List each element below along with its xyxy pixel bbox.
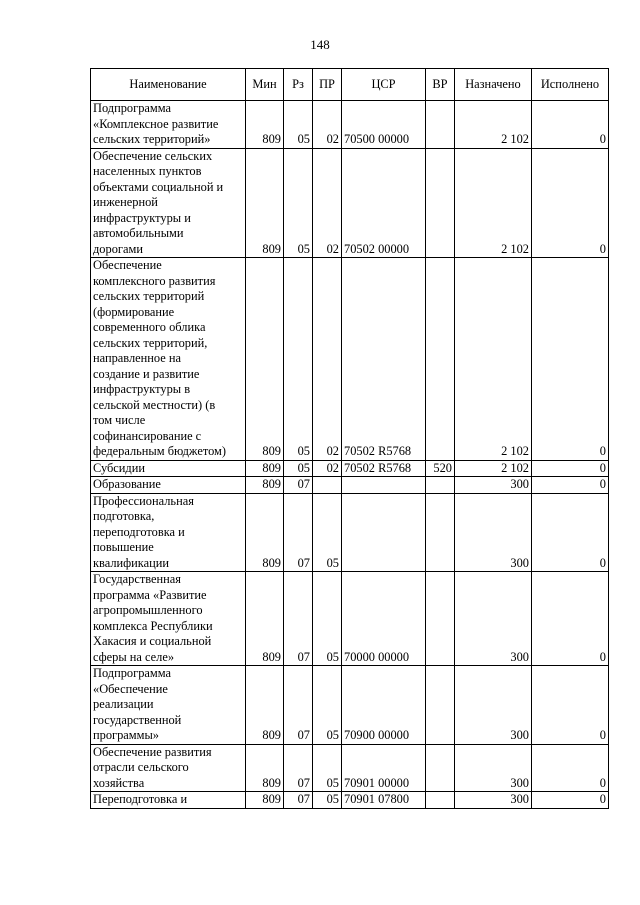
cell-pr: 02: [313, 148, 342, 258]
cell-min: 809: [246, 460, 284, 477]
table-row: [91, 493, 609, 572]
cell-executed: 0: [532, 101, 609, 149]
cell-executed: 0: [532, 792, 609, 809]
cell-vr: [426, 101, 455, 149]
cell-pr: 05: [313, 493, 342, 572]
table-row: [91, 258, 609, 461]
cell-pr: 02: [313, 460, 342, 477]
cell-csr: 70000 00000: [342, 572, 426, 666]
cell-rz: 07: [284, 477, 313, 494]
table-row: [91, 666, 609, 745]
col-header-vr: ВР: [426, 69, 455, 101]
cell-csr: 70502 R5768: [342, 258, 426, 461]
cell-vr: [426, 493, 455, 572]
cell-rz: 05: [284, 258, 313, 461]
cell-min: 809: [246, 493, 284, 572]
table-row: [91, 572, 609, 666]
cell-pr: 02: [313, 258, 342, 461]
cell-executed: 0: [532, 744, 609, 792]
cell-vr: [426, 148, 455, 258]
table-row: [91, 101, 609, 149]
col-header-name: Наименование: [91, 69, 246, 101]
cell-vr: [426, 572, 455, 666]
cell-name: Профессиональная подготовка, переподготовка и повышение квалификации: [91, 493, 246, 572]
cell-name: Переподготовка и: [91, 792, 246, 809]
cell-rz: 07: [284, 572, 313, 666]
cell-rz: 07: [284, 493, 313, 572]
cell-vr: [426, 744, 455, 792]
col-header-csr: ЦСР: [342, 69, 426, 101]
cell-name: Образование: [91, 477, 246, 494]
table-row: [91, 477, 609, 494]
cell-name: Государственная программа «Развитие агропромышленного комплекса Республики Хакасия и социальной сферы на селе»: [91, 572, 246, 666]
cell-csr: 70901 07800: [342, 792, 426, 809]
cell-assigned: 300: [455, 493, 532, 572]
cell-csr: 70500 00000: [342, 101, 426, 149]
cell-min: 809: [246, 101, 284, 149]
cell-executed: 0: [532, 572, 609, 666]
table-row: [91, 148, 609, 258]
cell-assigned: 2 102: [455, 148, 532, 258]
cell-rz: 05: [284, 460, 313, 477]
page-number: 148: [310, 37, 330, 52]
cell-assigned: 300: [455, 744, 532, 792]
cell-executed: 0: [532, 148, 609, 258]
cell-name: Обеспечение развития отрасли сельского хозяйства: [91, 744, 246, 792]
header-row: [91, 69, 609, 101]
cell-csr: 70502 00000: [342, 148, 426, 258]
cell-vr: 520: [426, 460, 455, 477]
cell-min: 809: [246, 666, 284, 745]
cell-vr: [426, 477, 455, 494]
cell-csr: [342, 477, 426, 494]
cell-rz: 05: [284, 101, 313, 149]
table-row: [91, 744, 609, 792]
cell-rz: 05: [284, 148, 313, 258]
cell-min: 809: [246, 258, 284, 461]
cell-rz: 07: [284, 666, 313, 745]
cell-csr: 70901 00000: [342, 744, 426, 792]
cell-rz: 07: [284, 792, 313, 809]
cell-assigned: 2 102: [455, 460, 532, 477]
cell-assigned: 2 102: [455, 258, 532, 461]
cell-assigned: 300: [455, 792, 532, 809]
table-row: [91, 460, 609, 477]
cell-name: Субсидии: [91, 460, 246, 477]
cell-min: 809: [246, 792, 284, 809]
cell-name: Обеспечение комплексного развития сельских территорий (формирование современного облика сельских территорий, направленное на создание и развитие инфраструктуры в сельской местности) (в том числе софинансирование с федеральным бюджетом): [91, 258, 246, 461]
cell-executed: 0: [532, 493, 609, 572]
cell-assigned: 300: [455, 572, 532, 666]
cell-min: 809: [246, 148, 284, 258]
cell-min: 809: [246, 572, 284, 666]
cell-pr: 05: [313, 744, 342, 792]
cell-vr: [426, 258, 455, 461]
col-header-rz: Рз: [284, 69, 313, 101]
cell-pr: [313, 477, 342, 494]
cell-assigned: 300: [455, 477, 532, 494]
table-row: [91, 792, 609, 809]
budget-table: [90, 68, 609, 809]
cell-min: 809: [246, 744, 284, 792]
cell-pr: 02: [313, 101, 342, 149]
cell-name: Подпрограмма «Комплексное развитие сельских территорий»: [91, 101, 246, 149]
cell-vr: [426, 792, 455, 809]
cell-pr: 05: [313, 666, 342, 745]
cell-executed: 0: [532, 666, 609, 745]
cell-assigned: 300: [455, 666, 532, 745]
cell-assigned: 2 102: [455, 101, 532, 149]
cell-executed: 0: [532, 477, 609, 494]
col-header-assigned: Назначено: [455, 69, 532, 101]
cell-pr: 05: [313, 792, 342, 809]
cell-csr: 70502 R5768: [342, 460, 426, 477]
cell-rz: 07: [284, 744, 313, 792]
cell-executed: 0: [532, 460, 609, 477]
col-header-min: Мин: [246, 69, 284, 101]
col-header-pr: ПР: [313, 69, 342, 101]
cell-name: Обеспечение сельских населенных пунктов объектами социальной и инженерной инфраструктуры и автомобильными дорогами: [91, 148, 246, 258]
col-header-executed: Исполнено: [532, 69, 609, 101]
cell-csr: 70900 00000: [342, 666, 426, 745]
cell-csr: [342, 493, 426, 572]
cell-executed: 0: [532, 258, 609, 461]
cell-name: Подпрограмма «Обеспечение реализации государственной программы»: [91, 666, 246, 745]
cell-pr: 05: [313, 572, 342, 666]
cell-min: 809: [246, 477, 284, 494]
cell-vr: [426, 666, 455, 745]
